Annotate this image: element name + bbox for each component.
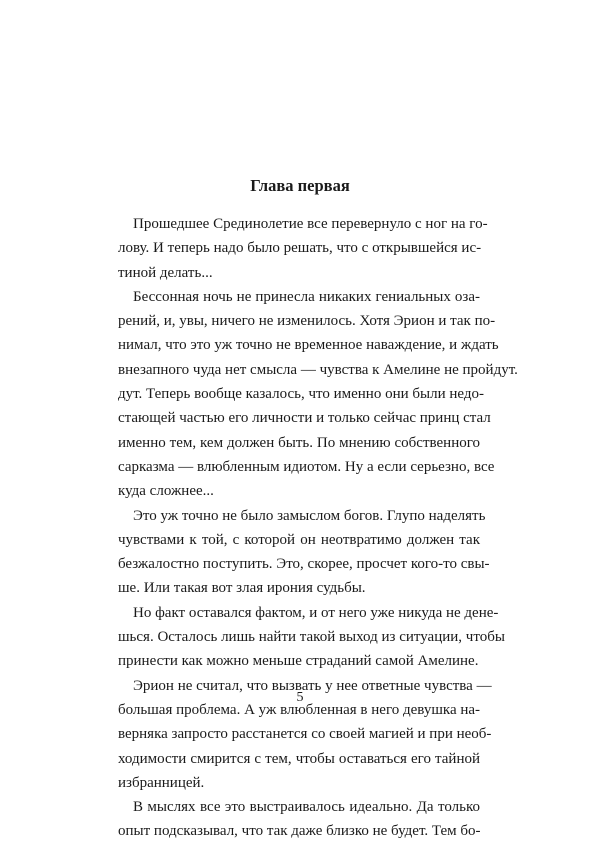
chapter-title: Глава первая [250, 176, 350, 195]
text-line: тиной делать... [118, 264, 213, 281]
text-line: Эрион не считал, что вызвать у нее ответные чувства — [133, 677, 492, 694]
text-line: рений, и, увы, ничего не изменилось. Хотя Эрион и так по- [118, 313, 496, 330]
text-line: В мыслях все это выстраивалось идеально. Да только [133, 799, 480, 816]
text-line: Бессонная ночь не принесла никаких гениальных оза- [133, 288, 480, 305]
text-line: Прошедшее Срединолетие все перевернуло с ног на го- [133, 216, 488, 232]
text-line: дут. Теперь вообще казалось, что именно они были недо- [118, 386, 484, 403]
text-line: Но факт оставался фактом, и от него уже никуда не дене- [133, 604, 499, 621]
text-line: нимал, что это уж точно не временное наваждение, и ждать [118, 337, 499, 354]
text-line: избранницей. [118, 774, 205, 791]
text-line: ходимости смирится с тем, чтобы оставаться его тайной [118, 750, 480, 767]
text-line: Это уж точно не было замыслом богов. Глупо наделять [133, 507, 486, 524]
chapter-body [118, 212, 518, 844]
text-line: принести как можно меньше страданий самой Амелине. [118, 653, 479, 670]
text-line: шься. Осталось лишь найти такой выход из ситуации, чтобы [118, 629, 505, 646]
page-number: 5 [296, 690, 304, 705]
text-line: именно тем, кем должен быть. По мнению собственного [118, 434, 480, 451]
text-line: куда сложнее... [118, 483, 214, 500]
text-line: стающей частью его личности и только сейчас принц стал [118, 410, 491, 427]
text-line: большая проблема. А уж влюбленная в него девушка на- [118, 701, 481, 718]
text-line: верняка запросто расстанется со своей магией и при необ- [118, 726, 492, 743]
text-line: ше. Или такая вот злая ирония судьбы. [118, 580, 366, 597]
text-line: лову. И теперь надо было решать, что с открывшейся ис- [118, 240, 482, 257]
text-line: сарказма — влюбленным идиотом. Ну а если серьезно, все [118, 458, 495, 475]
text-line: внезапного чуда нет смысла — чувства к Амелине не пройдут. [118, 361, 518, 378]
text-line: чувствами к той, с которой он неотвратимо должен так [118, 531, 480, 548]
text-line: безжалостно поступить. Это, скорее, просчет кого-то свы- [118, 556, 490, 573]
text-line: опыт подсказывал, что так даже близко не будет. Тем бо- [118, 823, 481, 840]
